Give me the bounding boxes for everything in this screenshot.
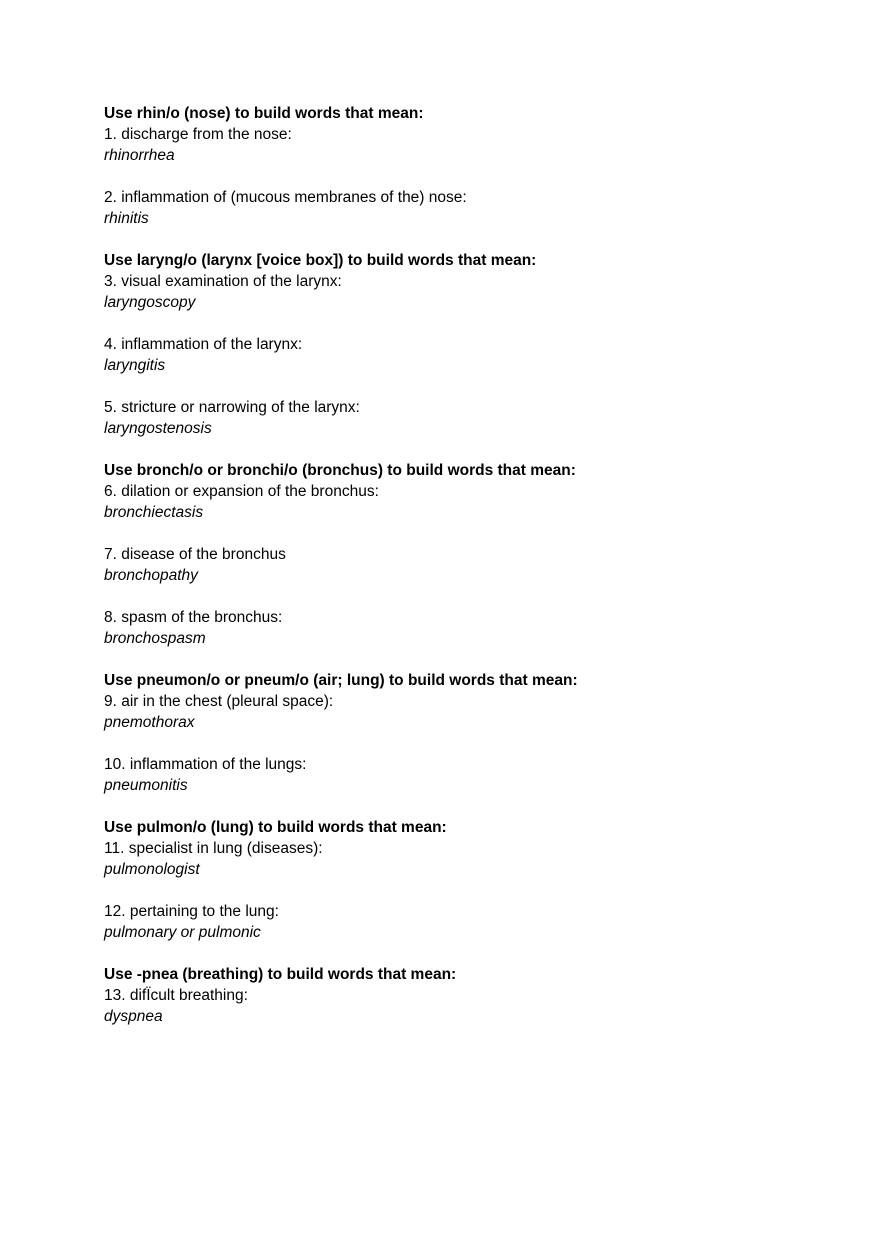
exercise-item	[104, 187, 804, 229]
exercise-answer: laryngoscopy	[104, 294, 196, 311]
exercise-question: 3. visual examination of the larynx:	[104, 273, 342, 290]
section-heading: Use laryng/o (larynx [voice box]) to build words that mean:	[104, 252, 537, 269]
exercise-item	[104, 691, 804, 733]
exercise-question: 7. disease of the bronchus	[104, 546, 286, 563]
exercise-question: 2. inflammation of (mucous membranes of the) nose:	[104, 189, 467, 206]
exercise-answer: pneumonitis	[104, 777, 188, 794]
section-heading: Use pneumon/o or pneum/o (air; lung) to build words that mean:	[104, 672, 578, 689]
exercise-answer: bronchiectasis	[104, 504, 204, 521]
exercise-answer: pulmonary or pulmonic	[104, 924, 261, 941]
section-heading: Use rhin/o (nose) to build words that mean:	[104, 105, 424, 122]
document-page	[104, 103, 804, 1027]
exercise-answer: laryngostenosis	[104, 420, 212, 437]
exercise-item	[104, 838, 804, 880]
exercise-question: 1. discharge from the nose:	[104, 126, 292, 143]
section-pneumono	[104, 670, 804, 796]
section-rhino	[104, 103, 804, 229]
section-heading: Use pulmon/o (lung) to build words that mean:	[104, 819, 447, 836]
exercise-answer: dyspnea	[104, 1008, 163, 1025]
exercise-item	[104, 397, 804, 439]
exercise-question: 11. specialist in lung (diseases):	[104, 840, 323, 857]
exercise-item	[104, 901, 804, 943]
exercise-question: 8. spasm of the bronchus:	[104, 609, 283, 626]
exercise-item	[104, 754, 804, 796]
section-broncho	[104, 460, 804, 649]
section-heading: Use bronch/o or bronchi/o (bronchus) to build words that mean:	[104, 462, 576, 479]
exercise-item	[104, 271, 804, 313]
exercise-answer: pulmonologist	[104, 861, 200, 878]
section-pnea	[104, 964, 804, 1027]
section-heading: Use -pnea (breathing) to build words that mean:	[104, 966, 457, 983]
exercise-question: 12. pertaining to the lung:	[104, 903, 279, 920]
exercise-item	[104, 481, 804, 523]
exercise-answer: laryngitis	[104, 357, 166, 374]
exercise-question: 13. difÏcult breathing:	[104, 987, 248, 1004]
exercise-item	[104, 544, 804, 586]
exercise-item	[104, 334, 804, 376]
exercise-question: 9. air in the chest (pleural space):	[104, 693, 334, 710]
exercise-item	[104, 124, 804, 166]
exercise-question: 6. dilation or expansion of the bronchus:	[104, 483, 379, 500]
exercise-answer: rhinitis	[104, 210, 149, 227]
exercise-question: 4. inflammation of the larynx:	[104, 336, 303, 353]
exercise-answer: rhinorrhea	[104, 147, 175, 164]
exercise-question: 5. stricture or narrowing of the larynx:	[104, 399, 360, 416]
exercise-item	[104, 985, 804, 1027]
exercise-answer: pnemothorax	[104, 714, 195, 731]
exercise-answer: bronchospasm	[104, 630, 206, 647]
exercise-question: 10. inflammation of the lungs:	[104, 756, 307, 773]
exercise-item	[104, 607, 804, 649]
exercise-answer: bronchopathy	[104, 567, 198, 584]
section-pulmono	[104, 817, 804, 943]
section-laryngo	[104, 250, 804, 439]
